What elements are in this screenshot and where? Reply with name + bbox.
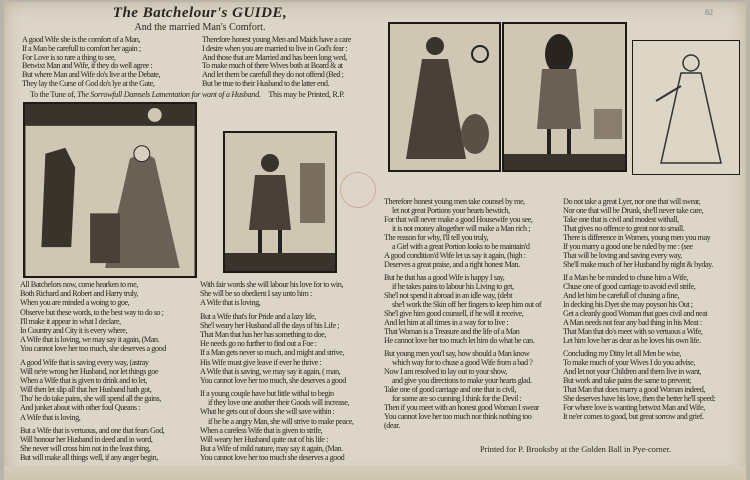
verse-line: And let him at all times in a way for to live :	[384, 318, 509, 327]
verse-line: It ne'er comes to good, but great sorrow and grief.	[563, 412, 704, 421]
verse-line: When a careless Wife that is given to strife,	[200, 425, 323, 435]
verse-line: You cannot love her too much, she deserves a good	[200, 375, 346, 385]
verse-line: And junket about with other foul Queans :	[20, 403, 141, 413]
verse-line: Therefore honest young men take counsel by me,	[384, 197, 525, 206]
verse-line: She deserves have his love, then the better he'll speed:	[563, 394, 716, 403]
verse-line: And those that are Married and has been long wed,	[202, 52, 347, 62]
verse-line: But where Man and Wife do's live at the Debate,	[22, 70, 161, 80]
verse-line: A Wife that is loving,	[20, 412, 81, 422]
verse-line: What he gets out of doors she will save within :	[200, 407, 335, 417]
verse-line: In decking his Dyet she may poyson his Out ;	[563, 300, 693, 309]
verse-line: A good Wife that is saving every way, (astray	[20, 357, 149, 367]
column-3	[384, 197, 561, 430]
verse-line: She'll make much of her Husband by night & byday.	[563, 260, 713, 269]
verse-line: There is difference in Women, young men you may	[563, 233, 711, 242]
verse-line: If a Man be carefull to comfort her again ;	[22, 43, 141, 53]
verse-line: To make much of there Wives both at Board & at	[202, 61, 343, 71]
verse-line: Therefore honest young Men and Maids have a care	[202, 36, 351, 44]
verse-line: He needs go no further to find out a Foe :	[200, 339, 317, 349]
verse-line: A Wife that is saving, we may say it again, ( man,	[200, 366, 341, 376]
woodcut-man-wig	[502, 22, 627, 172]
verse-line: Both Richard and Robert and Harry truly,	[20, 289, 139, 299]
verse-line: I desire when you are married to live in God's fear :	[202, 43, 348, 53]
verse-line: Then if you meet with an honest good Woman I swear	[384, 403, 539, 412]
verse-line: When you are minded a woing to goe,	[20, 298, 130, 308]
verse-line: Concluding my Ditty let all Men be wise,	[563, 349, 681, 358]
column-2	[200, 280, 382, 463]
verse-line: She never will cross him not in the least thing,	[20, 444, 151, 454]
licence: This may be Printed, R.P.	[268, 90, 345, 99]
verse-line: for some are so cunning I think for the Devil :	[392, 394, 522, 403]
imprint: Printed for P. Brooksby at the Golden Ball in Pye-corner.	[480, 445, 671, 454]
torn-edge	[4, 466, 746, 480]
verse-line: let not great Portions your hearts bewitch,	[392, 206, 510, 215]
verse-line: A good condition'd Wife let us say it again, (high :	[384, 251, 526, 260]
verse-line: She will be so obedient I say unto him :	[200, 289, 312, 299]
verse-line: She'l not spend it abroad in an idle way, (debt	[384, 291, 513, 300]
verse-line: Will ne're wrong her Husband, nor let things goe	[20, 366, 159, 376]
verse-line: But he that has a good Wife is happy I say,	[384, 273, 505, 282]
verse-line: For that will never make a good Housewife you see,	[384, 215, 533, 224]
verse-line: But will make all things well, if any anger begin,	[20, 453, 158, 463]
verse-line: Do not take a great Lyer, nor one that will swear,	[563, 197, 701, 206]
verse-line: But be true to their Husband to the latter end.	[202, 78, 330, 88]
verse-line: You cannot love her too much nor think nothing too	[384, 412, 532, 421]
tune-prefix: To the Tune of,	[30, 90, 76, 99]
verse-line: Let him love her as dear as he loves his own life.	[563, 336, 701, 345]
verse-line: I'll make it appear in what I declare,	[20, 316, 121, 326]
tune-line	[30, 90, 344, 100]
verse-line: With fair words she will labour his love for to win,	[200, 280, 343, 289]
verse-line: If you marry a good one be ruled by me : (see	[563, 242, 693, 251]
verse-line: All Batchelors now, come hearken to me,	[20, 280, 138, 289]
verse-line: if they love one another their Goods will increase,	[208, 398, 349, 408]
verse-line: They lay the Curse of God do's lye at the Gate,	[22, 78, 155, 88]
verse-line: Chuse one of good carriage to avoid evil strife,	[563, 282, 696, 291]
tune-name: The Sorrowfull Damsels Lamentation for want of a Husband.	[77, 90, 261, 99]
verse-line: She'l give him good counsell, if he will it receive,	[384, 309, 524, 318]
verse-line: Nor one that will be Drunk, she'll never take care,	[563, 206, 704, 215]
page-title: The Batchelour's GUIDE,	[112, 5, 288, 21]
verse-line: And let them be carefull they do not offend (Bed ;	[202, 70, 344, 80]
verse-line: A Wife that is loving,	[200, 298, 261, 308]
verse-line: That Man that do's meet with so vertuous a Wife,	[563, 327, 703, 336]
verse-line: If a Man gets never so much, and might and strive,	[200, 348, 344, 358]
woodcut-couple	[23, 102, 197, 278]
verse-line: a Girl with a great Portion looks to be maintain'd	[392, 242, 530, 251]
column-1	[20, 280, 198, 463]
verse-line: To make much of your Wives I do you advise,	[563, 358, 695, 367]
verse-line: That will be loving and saving every way,	[563, 251, 682, 260]
verse-line: That Woman is a Treasure and the life of a Man	[384, 327, 520, 336]
verse-line: Get a cleanly good Woman that goes civil and neat	[563, 309, 708, 318]
verse-line: (dear.	[384, 421, 400, 430]
woodcut-woman-fan	[388, 22, 501, 172]
verse-line: Take one that is civil and modest withall,	[563, 215, 679, 224]
verse-line: But work and take pains the same to prevent;	[563, 376, 691, 385]
verse-line: That gives no offence to great nor to small.	[563, 224, 685, 233]
verse-line: Deserves a great praise, and a right honest Man.	[384, 260, 520, 269]
verse-line: For where love is wanting betwixt Man and Wife,	[563, 403, 705, 412]
verse-line: Take one of good carriage and one that is civil,	[384, 385, 516, 394]
verse-line: And let not your Children and them live in want,	[563, 367, 702, 376]
verse-line: But a Wife of mild nature, may say it again, (Man.	[200, 444, 343, 454]
verse-line: A good Wife she is the comfort of a Man,	[22, 36, 140, 44]
verse-line: But young men you'l say, how should a Man know	[384, 349, 530, 358]
verse-line: You cannot love her too much, she deserves a good	[20, 344, 166, 354]
verse-line: She'l weary her Husband all the days of his Life ;	[200, 320, 340, 330]
verse-line: Betwixt Man and Wife, if they do well agree :	[22, 61, 153, 71]
verse-line: But a Wife that's for Pride and a lazy life,	[200, 311, 316, 321]
verse-line: and give you directions to make your hearts glad.	[392, 376, 532, 385]
verse-line: Will then let slip all that her Husband hath got,	[20, 385, 152, 395]
verse-line: Will honour her Husband in deed and in word,	[20, 435, 153, 444]
intro-left	[22, 36, 198, 89]
verse-line: That Man that has her has something to doe,	[200, 329, 326, 339]
verse-line: she'l work the Skin off her fingers to keep him out of	[392, 300, 542, 309]
verse-line: And let him be carefull of chusing a fine,	[563, 291, 679, 300]
verse-line: If a young couple have but little withal to begin	[200, 389, 334, 399]
verse-line: Will weary her Husband quite out of his life :	[200, 435, 328, 444]
verse-line: He cannot love her too much let him do what he can.	[384, 336, 535, 345]
verse-line: When a Wife that is given to drink and to let,	[20, 375, 147, 385]
verse-line: If a Man he be minded to chuse him a Wife,	[563, 273, 688, 282]
verse-line: His Wife must give leave if ever he thrive :	[200, 357, 322, 367]
verse-line: A Man needs not fear any bad thing in his Meat :	[563, 318, 702, 327]
library-stamp	[340, 172, 376, 208]
verse-line: For Love is so rare a thing to see,	[22, 52, 116, 62]
verse-line: Now I am resolved to lay out to your show,	[384, 367, 507, 376]
verse-line: if he be a angry Man, she will strive to make peace,	[208, 416, 354, 426]
verse-line: which way for to chuse a good Wife from a bad ?	[392, 358, 533, 367]
woodcut-lady	[632, 40, 740, 175]
verse-line: Tho' he do take pains, she will spend all the gains,	[20, 394, 161, 404]
verse-line: That Man that does marry a good Woman indeed,	[563, 385, 705, 394]
folio-number: 82	[705, 8, 713, 17]
verse-line: Observe but these words, to the best way to do so ;	[20, 307, 164, 317]
verse-line: You cannot love her too much she deserves a good	[200, 453, 345, 463]
verse-line: it is not money altogether will make a Man rich ;	[392, 224, 531, 233]
verse-line: In Country and City it is every where,	[20, 325, 128, 335]
verse-line: But a Wife that is vertuous, and one that fears God,	[20, 425, 165, 435]
page-subtitle: And the married Man's Comfort.	[134, 22, 266, 33]
woodcut-gentleman	[223, 131, 337, 273]
verse-line: The reason for why, I'll tell you truly,	[384, 233, 489, 242]
intro-right	[202, 36, 392, 89]
verse-line: A Wife that is loving, we may say it again, (Man.	[20, 335, 160, 345]
verse-line: if he takes pains to labour his Living to get,	[392, 282, 514, 291]
column-4	[563, 197, 745, 421]
